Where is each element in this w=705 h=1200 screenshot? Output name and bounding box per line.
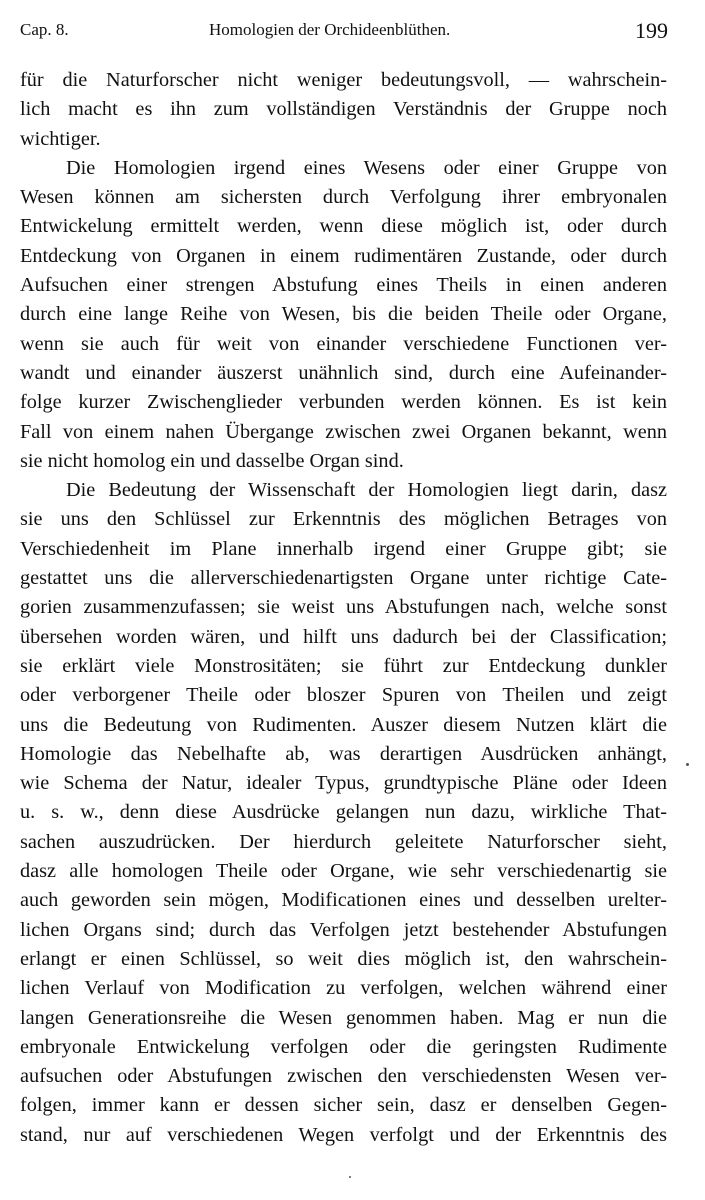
text-line: sachen auszudrücken. Der hierdurch geleitete Naturforscher sieht,: [20, 830, 667, 853]
text-line: Verschiedenheit im Plane innerhalb irgend einer Gruppe gibt; sie: [20, 537, 667, 560]
text-line: sie uns den Schlüssel zur Erkenntnis des möglichen Betrages von: [20, 508, 667, 531]
text-line: folgen, immer kann er dessen sicher sein, dasz er denselben Gegen-: [20, 1094, 667, 1117]
text-line: u. s. w., denn diese Ausdrücke gelangen nun dazu, wirkliche That-: [20, 801, 667, 824]
text-line: sie nicht homolog ein und dasselbe Organ sind.: [20, 449, 404, 472]
text-line: auch geworden sein mögen, Modificationen eines und desselben urelter-: [20, 889, 667, 912]
text-line: folge kurzer Zwischenglieder verbunden werden können. Es ist kein: [20, 391, 667, 414]
ink-speck: [349, 1176, 351, 1178]
text-line: erlangt er einen Schlüssel, so weit dies möglich ist, den wahrschein-: [20, 947, 667, 970]
text-line: uns die Bedeutung von Rudimenten. Auszer diesem Nutzen klärt die: [20, 713, 667, 736]
text-line: sie erklärt viele Monstrositäten; sie führt zur Entdeckung dunkler: [20, 654, 667, 677]
ink-speck: [686, 763, 689, 766]
text-line: Aufsuchen einer strengen Abstufung eines Theils in einen anderen: [20, 274, 667, 297]
text-line: gorien zusammenzufassen; sie weist uns Abstufungen nach, welche sonst: [20, 596, 667, 619]
text-line: embryonale Entwickelung verfolgen oder die geringsten Rudimente: [20, 1035, 667, 1058]
text-line: stand, nur auf verschiedenen Wegen verfolgt und der Erkenntnis des: [20, 1123, 667, 1146]
page-number: 199: [635, 18, 668, 43]
text-line: lich macht es ihn zum vollständigen Verständnis der Gruppe noch: [20, 98, 667, 121]
text-line: wandt und einander äuszerst unähnlich sind, durch eine Aufeinander-: [20, 361, 667, 384]
text-line: oder verborgener Theile oder bloszer Spuren von Theilen und zeigt: [20, 684, 667, 707]
text-line: Fall von einem nahen Übergange zwischen zwei Organen bekannt, wenn: [20, 420, 667, 443]
running-title: Homologien der Orchideenblüthen.: [209, 20, 451, 39]
text-line: lichen Verlauf von Modification zu verfolgen, welchen während einer: [20, 977, 667, 1000]
text-line: übersehen worden wären, und hilft uns dadurch bei der Classification;: [20, 625, 667, 648]
text-line: wichtiger.: [20, 127, 101, 150]
text-line: lichen Organs sind; durch das Verfolgen jetzt bestehender Abstufungen: [20, 918, 667, 941]
text-line: gestattet uns die allerverschiedenartigsten Organe unter richtige Cate-: [20, 567, 667, 590]
running-head: [20, 18, 668, 48]
text-line: Entwickelung ermittelt werden, wenn diese möglich ist, oder durch: [20, 215, 667, 238]
text-line: durch eine lange Reihe von Wesen, bis die beiden Theile oder Organe,: [20, 303, 667, 326]
chapter-label: Cap. 8.: [20, 20, 69, 39]
text-line: Die Homologien irgend eines Wesens oder einer Gruppe von: [66, 156, 667, 179]
text-line: aufsuchen oder Abstufungen zwischen den verschiedensten Wesen ver-: [20, 1065, 667, 1088]
text-line: dasz alle homologen Theile oder Organe, wie sehr verschiedenartig sie: [20, 860, 667, 883]
text-line: wenn sie auch für weit von einander verschiedene Functionen ver-: [20, 332, 667, 355]
text-line: Homologie das Nebelhafte ab, was derartigen Ausdrücken anhängt,: [20, 742, 667, 765]
text-line: Wesen können am sichersten durch Verfolgung ihrer embryonalen: [20, 186, 667, 209]
text-line: für die Naturforscher nicht weniger bedeutungsvoll, — wahrschein-: [20, 69, 667, 91]
text-line: langen Generationsreihe die Wesen genommen haben. Mag er nun die: [20, 1006, 667, 1029]
body-text: [20, 66, 667, 1150]
text-line: Entdeckung von Organen in einem rudimentären Zustande, oder durch: [20, 244, 667, 267]
text-line: Die Bedeutung der Wissenschaft der Homologien liegt darin, dasz: [66, 479, 667, 502]
text-line: wie Schema der Natur, idealer Typus, grundtypische Pläne oder Ideen: [20, 772, 667, 795]
